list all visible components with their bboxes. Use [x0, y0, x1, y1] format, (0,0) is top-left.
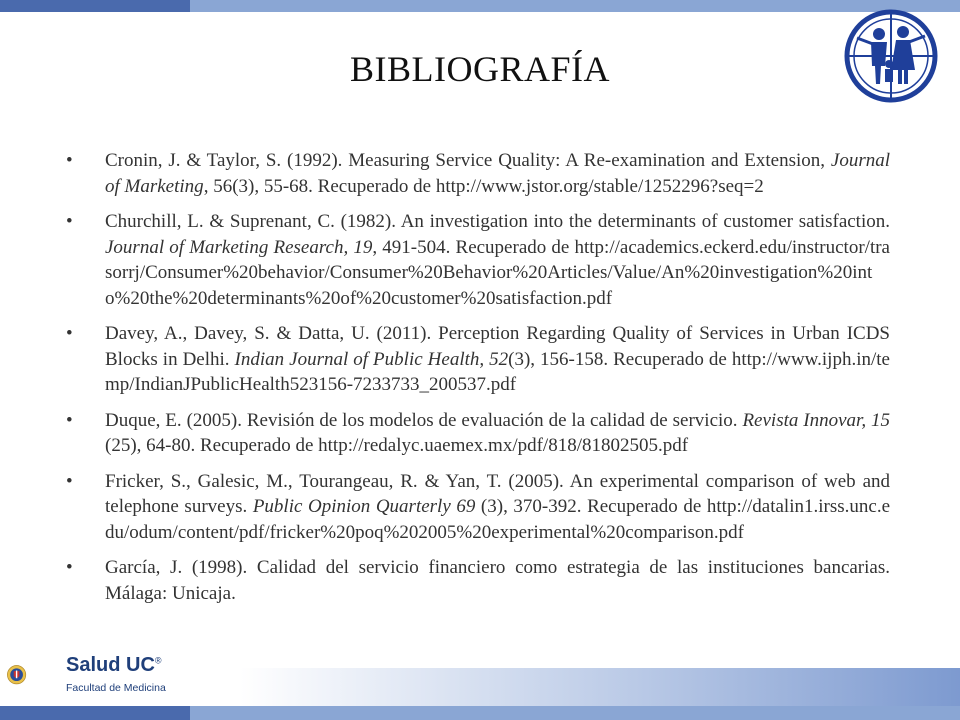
faculty-label: Facultad de Medicina [66, 682, 166, 694]
bottom-accent-bar-light [190, 706, 960, 720]
reference-link[interactable]: http://redalyc.uaemex.mx/pdf/818/81802505.pdf [318, 435, 689, 456]
bullet: • [66, 409, 73, 431]
university-crest-icon [6, 640, 66, 708]
reference-item: • Cronin, J. & Taylor, S. (1992). Measuring Service Quality: A Re-examination and Extension, Journal of Marketing, 56(3), 55-68. Recuperado de http://www.jstor.org/stable/1252296?seq=2 [66, 150, 890, 197]
reference-link[interactable]: http://www.ijph.in/temp/IndianJPublicHealth523156-7233733_200537.pdf [105, 348, 890, 395]
reference-link[interactable]: http://academics.eckerd.edu/instructor/trasorrj/Consumer%20behavior/Consumer%20Behavior%20Articles/Value/An%20investigation%20into%20the%20determinants%20of%20customer%20satisfaction.pdf [105, 236, 890, 309]
bullet: • [66, 150, 73, 171]
bullet: • [66, 557, 73, 578]
slide-title: BIBLIOGRAFÍA [349, 49, 610, 89]
reference-item: • Davey, A., Davey, S. & Datta, U. (2011). Perception Regarding Quality of Services in Urban ICDS Blocks in Delhi. Indian Journal of Public Health, 52(3), 156-158. Recuperado de http://www.ijph.in/temp/IndianJPublicHealth523156-7233733_200537.pdf [66, 323, 890, 395]
brand-name: Salud UC® [66, 654, 162, 676]
bullet: • [66, 323, 73, 344]
footer-gradient-strip [160, 668, 960, 706]
bullet: • [66, 211, 73, 232]
reference-item: • Fricker, S., Galesic, M., Tourangeau, R. & Yan, T. (2005). An experimental comparison of web and telephone surveys. Public Opinion Quarterly 69 (3), 370-392. Recuperado de http://datalin1.irss.unc.edu/odum/content/pdf/fricker%20poq%202005%20experimental%20comparison.pdf [66, 470, 890, 543]
bibliography-list [66, 148, 890, 616]
reference-item: • García, J. (1998). Calidad del servicio financiero como estrategia de las instituciones bancarias. Málaga: Unicaja. [66, 557, 890, 604]
reference-item: • Churchill, L. & Suprenant, C. (1982). An investigation into the determinants of customer satisfaction. Journal of Marketing Research, 19, 491-504. Recuperado de http://academics.eckerd.edu/instructor/trasorrj/Consumer%20behavior/Consumer%20Behavior%20Articles/Value/An%20investigation%20into%20the%20determinants%20of%20customer%20satisfaction.pdf [66, 211, 890, 309]
bottom-accent-bar-dark [0, 706, 190, 720]
reference-link[interactable]: http://datalin1.irss.unc.edu/odum/content/pdf/fricker%20poq%202005%20experimental%20comparison.pdf [105, 496, 890, 543]
top-accent-bar-dark [0, 0, 190, 12]
reference-link[interactable]: http://www.jstor.org/stable/1252296?seq=2 [435, 175, 764, 197]
reference-item: • Duque, E. (2005). Revisión de los modelos de evaluación de la calidad de servicio. Revista Innovar, 15 (25), 64-80. Recuperado de http://redalyc.uaemex.mx/pdf/818/81802505.pdf [66, 409, 890, 456]
bullet: • [66, 470, 73, 492]
